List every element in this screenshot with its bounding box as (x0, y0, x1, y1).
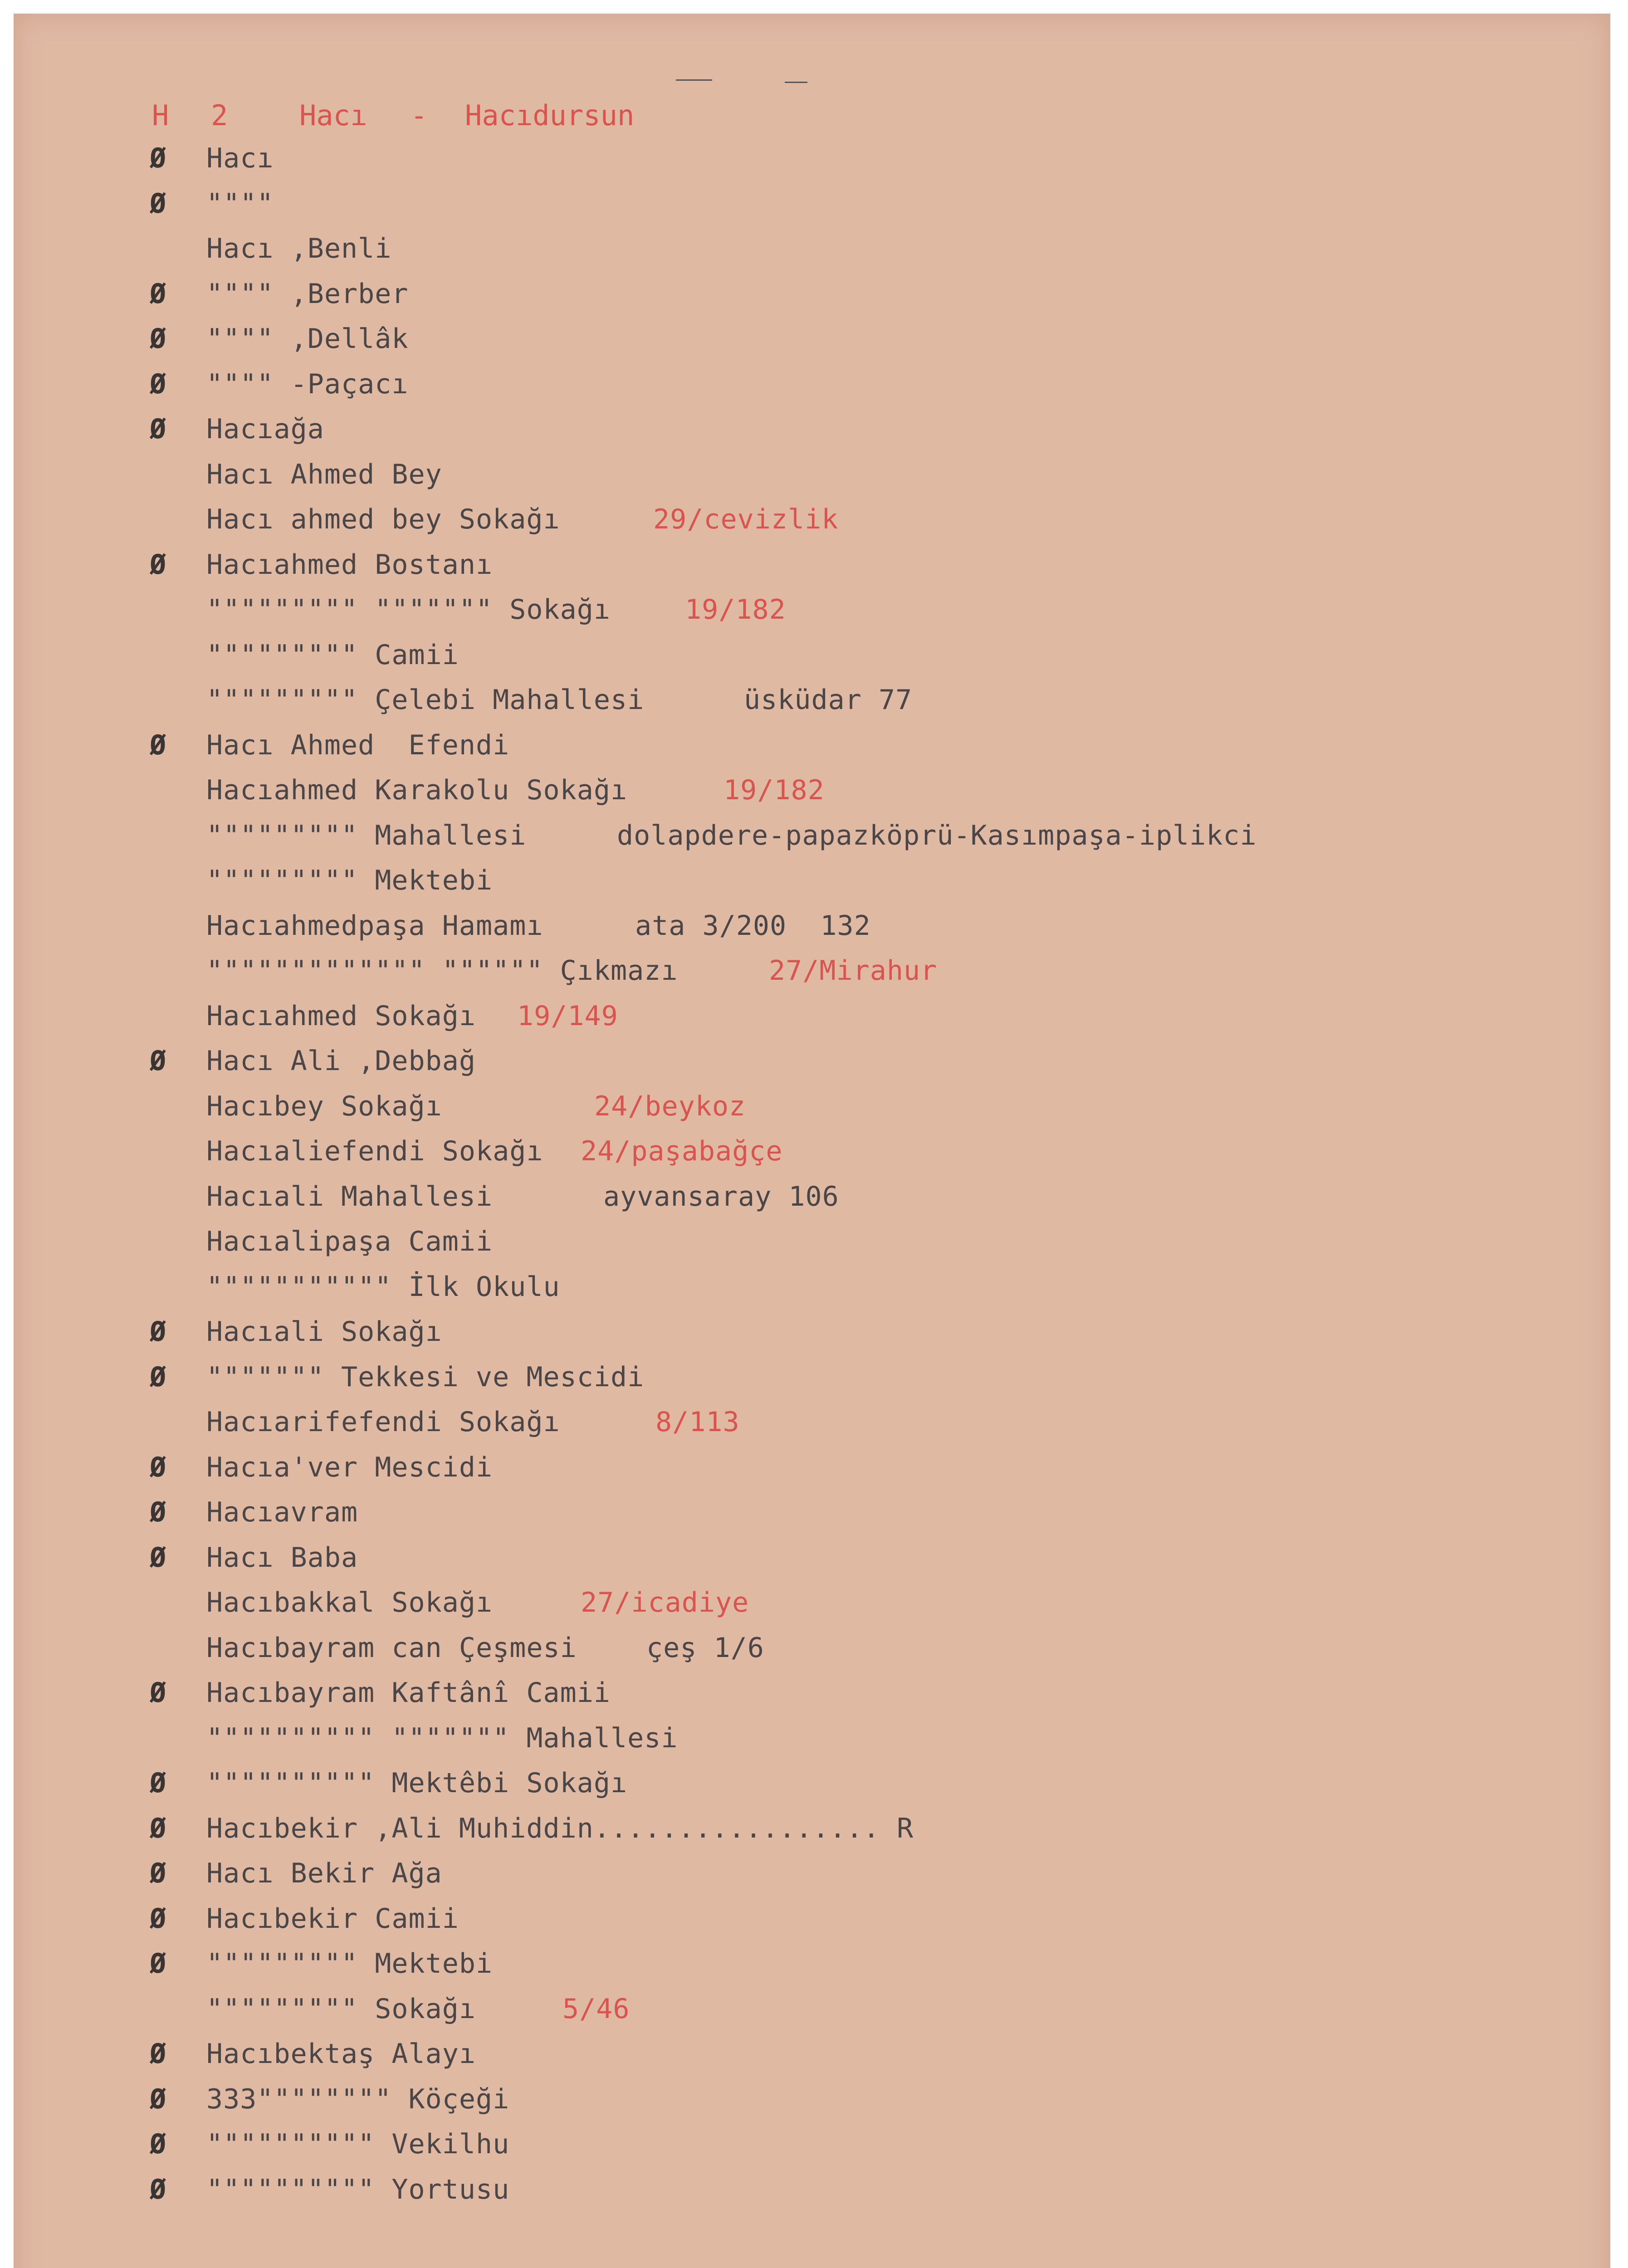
index-entry (0, 497, 1628, 542)
entry-reference: ata 3/200 132 (635, 909, 871, 942)
header-subtitle: Hacıdursun (465, 99, 635, 132)
entry-reference: üsküdar 77 (744, 684, 913, 716)
index-entry (0, 723, 1628, 768)
check-mark: Ø (150, 1496, 167, 1528)
entry-text: Hacıarifefendi Sokağı (206, 1406, 560, 1438)
index-entry (0, 1355, 1628, 1400)
index-entry (0, 1039, 1628, 1084)
entry-text: Hacıbekir ,Ali Muhiddin................. R (206, 1812, 914, 1844)
check-mark: Ø (150, 2128, 167, 2160)
entry-text: """"""""" Mektebi (206, 1948, 493, 1980)
index-entry (0, 317, 1628, 362)
index-entry (0, 1490, 1628, 1535)
index-entry (0, 2167, 1628, 2212)
entry-text: """"""""" Mahallesi (206, 819, 527, 851)
index-entry (0, 768, 1628, 813)
check-mark: Ø (150, 187, 167, 220)
check-mark: Ø (150, 1361, 167, 1393)
entry-text: Hacıaliefendi Sokağı (206, 1135, 543, 1167)
index-entry (0, 904, 1628, 948)
index-entry (0, 1987, 1628, 2032)
entry-text: Hacıahmed Sokağı (206, 1000, 476, 1032)
index-entry (0, 1129, 1628, 1174)
index-entry (0, 2032, 1628, 2077)
entry-text: Hacıbekir Camii (206, 1902, 459, 1935)
index-entry (0, 1716, 1628, 1761)
index-entry (0, 362, 1628, 407)
header-title: Hacı (299, 99, 367, 132)
check-mark: Ø (150, 278, 167, 310)
entry-text: """" -Paçacı (206, 368, 409, 400)
entry-text: """"""" Tekkesi ve Mescidi (206, 1361, 645, 1393)
check-mark: Ø (150, 1812, 167, 1844)
index-entry (0, 813, 1628, 858)
header-number: 2 (211, 99, 228, 132)
entry-text: Hacıavram (206, 1496, 358, 1528)
index-entry (0, 1897, 1628, 1941)
entry-reference: çeş 1/6 (646, 1632, 764, 1664)
entry-reference: dolapdere-papazköprü-Kasımpaşa-iplikci (617, 819, 1257, 851)
entry-text: """"""""""" İlk Okulu (206, 1271, 560, 1303)
pencil-mark (785, 82, 807, 83)
index-entry (0, 633, 1628, 678)
entry-reference: 19/149 (517, 1000, 618, 1032)
index-entry (0, 1761, 1628, 1806)
check-mark: Ø (150, 1541, 167, 1574)
entry-reference: 27/Mirahur (769, 955, 938, 987)
check-mark: Ø (150, 729, 167, 761)
entry-text: """"""""" Çelebi Mahallesi (206, 684, 645, 716)
check-mark: Ø (150, 1316, 167, 1348)
check-mark: Ø (150, 1045, 167, 1077)
pencil-mark (676, 79, 712, 81)
entry-text: """" ,Berber (206, 278, 409, 310)
entry-text: Hacıbakkal Sokağı (206, 1587, 493, 1618)
check-mark: Ø (150, 142, 167, 174)
index-entry (0, 1941, 1628, 1986)
check-mark: Ø (150, 2038, 167, 2070)
entry-reference: 5/46 (562, 1993, 630, 2025)
index-entry (0, 1851, 1628, 1896)
entry-text: """""""""" Vekilhu (206, 2128, 510, 2160)
entry-text: """""""""" """"""" Mahallesi (206, 1722, 678, 1754)
entry-text: Hacı Ahmed Efendi (206, 729, 510, 761)
check-mark: Ø (150, 1451, 167, 1483)
check-mark: Ø (150, 1902, 167, 1935)
index-entry (0, 1174, 1628, 1219)
index-entry (0, 226, 1628, 271)
check-mark: Ø (150, 368, 167, 400)
entry-text: """""""""" Yortusu (206, 2173, 510, 2205)
index-entry (0, 1626, 1628, 1671)
entry-text: Hacı ahmed bey Sokağı (206, 503, 560, 535)
check-mark: Ø (150, 2083, 167, 2115)
index-entry (0, 858, 1628, 903)
check-mark: Ø (150, 323, 167, 355)
index-entry (0, 1806, 1628, 1851)
index-entry (0, 136, 1628, 181)
index-entry (0, 1445, 1628, 1490)
entry-text: Hacı (206, 142, 274, 174)
entry-text: Hacıbayram can Çeşmesi (206, 1632, 577, 1664)
entry-text: Hacıahmed Bostanı (206, 548, 493, 581)
entry-reference: 19/182 (685, 594, 786, 626)
entry-text: """" ,Dellâk (206, 323, 409, 355)
entry-text: Hacıbektaş Alayı (206, 2038, 476, 2070)
entry-text: Hacıalipaşa Camii (206, 1226, 493, 1257)
entry-reference: 24/paşabağçe (581, 1135, 783, 1167)
entry-text: """"""""" Mektebi (206, 865, 493, 896)
entry-text: Hacıali Sokağı (206, 1316, 442, 1348)
check-mark: Ø (150, 1767, 167, 1799)
entry-text: 333"""""""" Köçeği (206, 2083, 510, 2115)
index-entry (0, 1671, 1628, 1716)
header-letter: H (152, 99, 169, 132)
index-entry (0, 948, 1628, 993)
entry-text: Hacıahmedpaşa Hamamı (206, 909, 543, 942)
entry-reference: 19/182 (724, 774, 825, 806)
entry-text: Hacıbey Sokağı (206, 1090, 442, 1122)
index-entry (0, 587, 1628, 632)
entry-text: Hacı Ahmed Bey (206, 458, 442, 490)
check-mark: Ø (150, 1677, 167, 1709)
index-entry (0, 1265, 1628, 1310)
index-entry (0, 407, 1628, 452)
check-mark: Ø (150, 2173, 167, 2205)
entry-text: Hacıağa (206, 413, 324, 445)
index-entry (0, 994, 1628, 1039)
entry-text: Hacıbayram Kaftânî Camii (206, 1677, 611, 1709)
entry-text: Hacı Baba (206, 1541, 358, 1574)
entry-reference: 8/113 (655, 1406, 740, 1438)
entry-text: """"""""" Sokağı (206, 1993, 476, 2025)
index-entry (0, 1580, 1628, 1625)
entry-text: """""""""" Mektêbi Sokağı (206, 1767, 628, 1799)
entry-text: Hacıali Mahallesi (206, 1180, 493, 1212)
entry-text: """"""""""""" """""" Çıkmazı (206, 955, 678, 987)
entry-reference: 24/beykoz (594, 1090, 746, 1122)
header-dash: - (411, 99, 428, 132)
entry-text: Hacıahmed Karakolu Sokağı (206, 774, 628, 806)
entry-text: Hacı Ali ,Debbağ (206, 1045, 476, 1077)
entry-text: """"""""" """"""" Sokağı (206, 594, 611, 626)
index-entry (0, 1535, 1628, 1580)
index-entry (0, 452, 1628, 497)
index-entry (0, 1400, 1628, 1445)
entry-text: Hacı ,Benli (206, 233, 392, 264)
index-entry (0, 678, 1628, 723)
check-mark: Ø (150, 548, 167, 581)
index-entry (0, 1219, 1628, 1264)
entry-text: Hacıa'ver Mescidi (206, 1451, 493, 1483)
index-entry (0, 2122, 1628, 2167)
index-entry (0, 181, 1628, 226)
index-entry (0, 1084, 1628, 1129)
entry-text: Hacı Bekir Ağa (206, 1857, 442, 1889)
index-entry (0, 1310, 1628, 1354)
entry-text: """" (206, 187, 274, 220)
index-entry (0, 2077, 1628, 2122)
entry-reference: 29/cevizlik (653, 503, 839, 535)
entry-text: """"""""" Camii (206, 639, 459, 671)
card-header (0, 95, 1628, 136)
check-mark: Ø (150, 1948, 167, 1980)
entry-reference: 27/icadiye (581, 1587, 749, 1618)
check-mark: Ø (150, 413, 167, 445)
index-entry (0, 543, 1628, 587)
check-mark: Ø (150, 1857, 167, 1889)
index-entry (0, 272, 1628, 317)
entry-reference: ayvansaray 106 (603, 1180, 839, 1212)
